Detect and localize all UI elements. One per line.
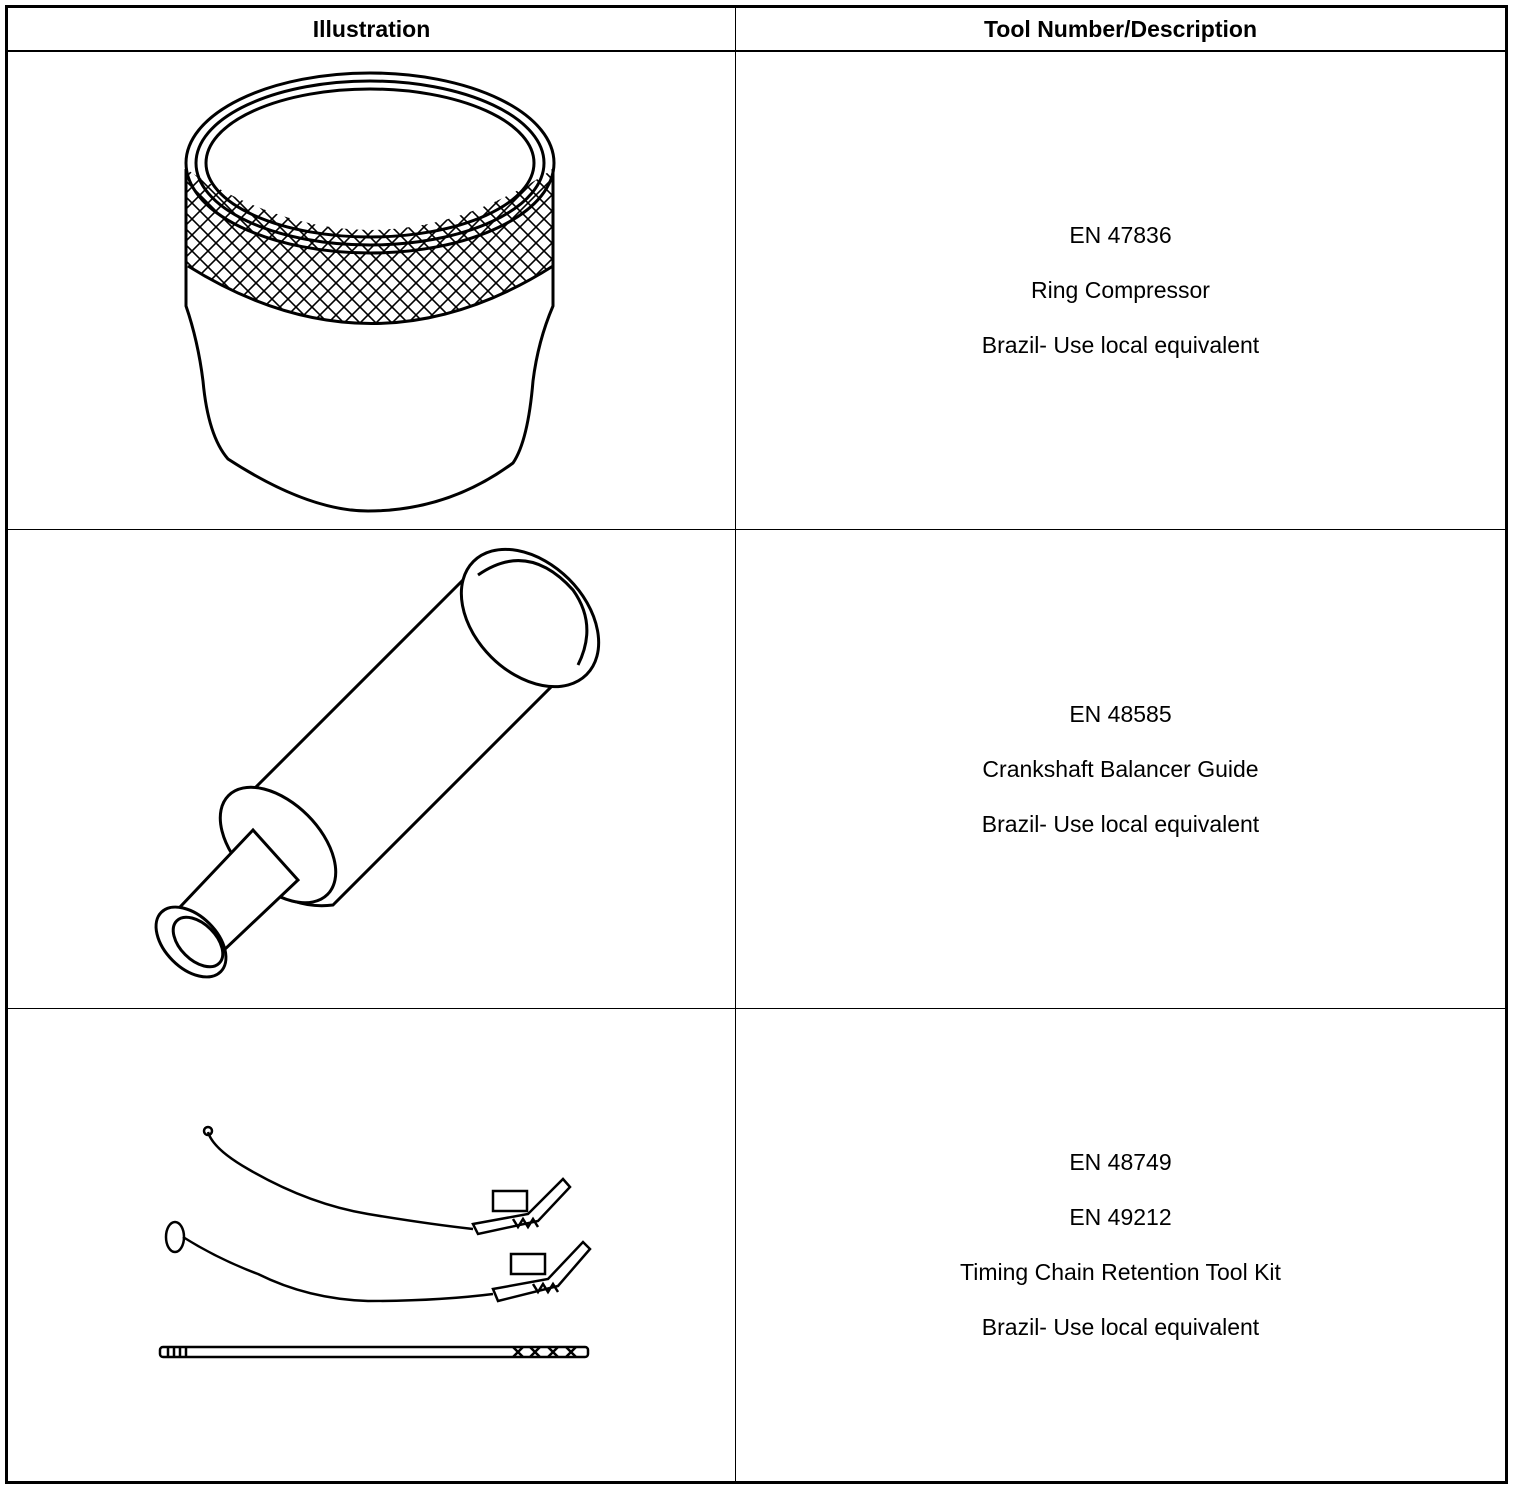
ring-compressor-description (736, 51, 1505, 529)
crankshaft-balancer-guide-illustration (8, 530, 735, 1008)
header-illustration: Illustration (312, 15, 431, 42)
crankshaft-balancer-guide-description (736, 530, 1505, 1008)
tool-number: EN 49212 (1069, 1204, 1172, 1230)
tool-note: Brazil- Use local equivalent (981, 331, 1260, 358)
tool-number: EN 48749 (1069, 1149, 1172, 1175)
tool-note: Brazil- Use local equivalent (981, 810, 1260, 837)
tool-name: Crankshaft Balancer Guide (982, 755, 1259, 782)
timing-chain-retention-tool-kit-illustration (8, 1009, 735, 1481)
tool-number: EN 48585 (1069, 700, 1172, 727)
ring-compressor-illustration (8, 51, 735, 529)
timing-chain-retention-tool-kit-description (736, 1009, 1505, 1481)
tool-note: Brazil- Use local equivalent (981, 1314, 1260, 1340)
tool-name: Timing Chain Retention Tool Kit (960, 1259, 1281, 1285)
header-tool-number-description: Tool Number/Description (983, 15, 1258, 42)
tool-table (5, 5, 1508, 1484)
tool-name: Ring Compressor (1031, 276, 1210, 303)
tool-number: EN 47836 (1069, 221, 1172, 248)
